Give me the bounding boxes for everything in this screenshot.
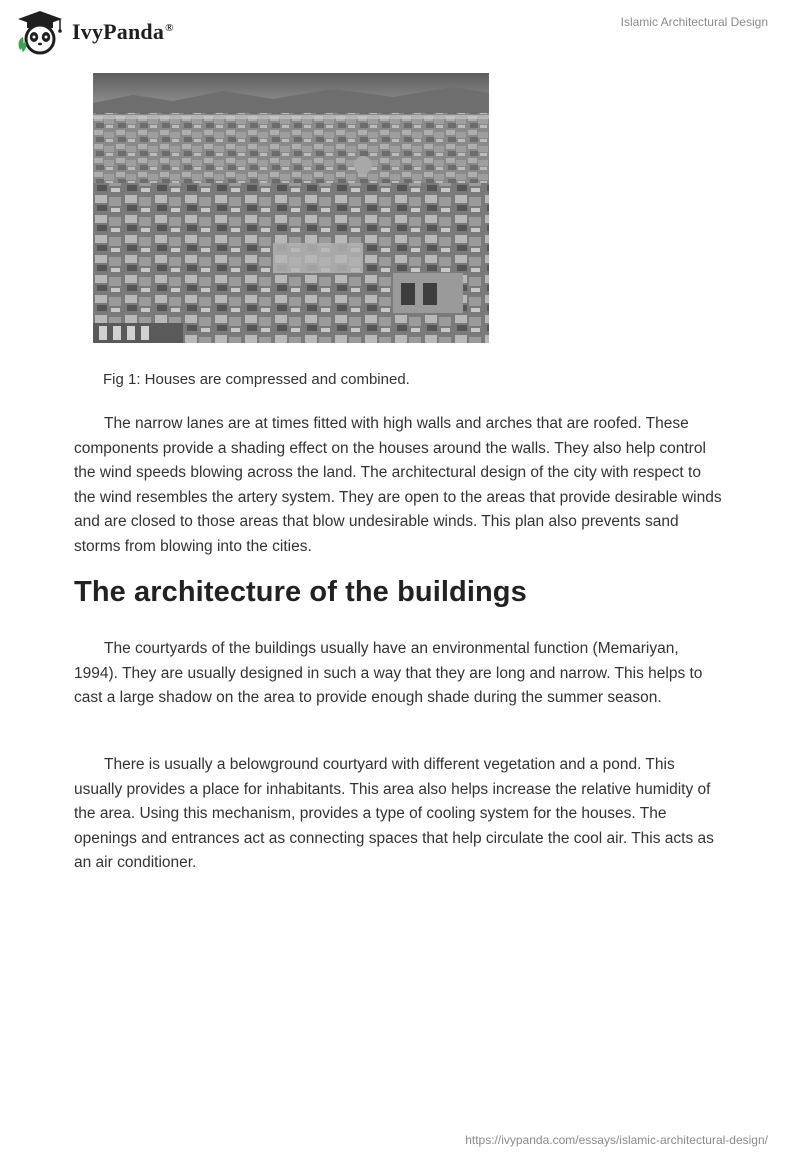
page-header: [0, 0, 800, 60]
ivypanda-logo[interactable]: [14, 8, 174, 56]
panda-graduate-icon: [14, 8, 66, 56]
document-title: Islamic Architectural Design: [620, 15, 768, 29]
section-heading: The architecture of the buildings: [74, 576, 527, 608]
source-url[interactable]: https://ivypanda.com/essays/islamic-architectural-design/: [465, 1133, 768, 1147]
brand-name: IvyPanda®: [72, 19, 174, 44]
city-rooftops-photo: [93, 73, 489, 343]
body-paragraph: There is usually a belowground courtyard with different vegetation and a pond. This usually provides a place for inhabitants. This area also helps increase the relative humidity of the area. Using this mechanism, provides a type of cooling system for the houses. The openings and entrances act as connecting spaces that help circulate the cool air. This acts as an air conditioner.: [74, 756, 714, 871]
body-paragraph: The narrow lanes are at times fitted with high walls and arches that are roofed. These components provide a shading effect on the houses around the walls. They also help control the wind speeds blowing across the land. The architectural design of the city with respect to the wind resembles the artery system. They are open to the areas that provide desirable winds and are closed to those areas that blow undesirable winds. This plan also prevents sand storms from blowing into the cities.: [74, 415, 722, 555]
body-paragraph: The courtyards of the buildings usually have an environmental function (Memariyan, 1994). They are usually designed in such a way that they are long and narrow. This helps to cast a large shadow on the area to provide enough shade during the summer season.: [74, 640, 703, 706]
figure-caption: Fig 1: Houses are compressed and combined.: [103, 371, 410, 388]
